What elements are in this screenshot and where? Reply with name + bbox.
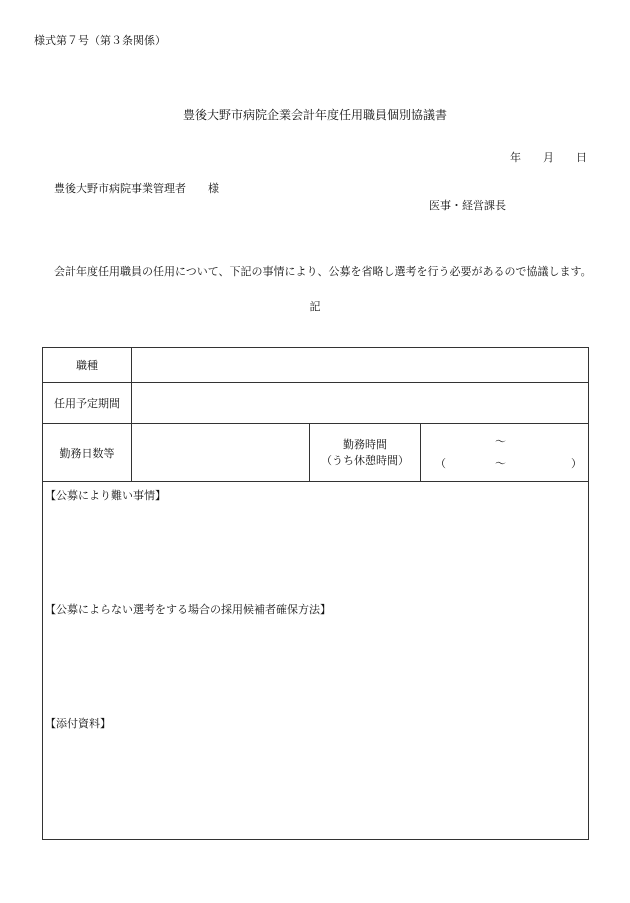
form-number: 様式第７号（第３条関係） — [34, 34, 166, 47]
body-text: 会計年度任用職員の任用について、下記の事情により、公募を省略し選考を行う必要があるので協議します。 — [54, 265, 592, 278]
section-heading-difficulty: 【公募により難い事情】 — [45, 489, 166, 502]
work-hours-label-line2: （うち休憩時間） — [321, 453, 409, 467]
ki-marker: 記 — [309, 300, 321, 313]
work-hours-field[interactable] — [421, 424, 589, 482]
work-hours-label-line1: 勤務時間 — [343, 437, 387, 451]
break-tilde: ～ — [495, 457, 506, 470]
period-field[interactable] — [132, 383, 589, 424]
period-label: 任用予定期間 — [43, 383, 132, 424]
sender: 医事・経営課長 — [429, 199, 506, 212]
break-paren-open: （ — [435, 457, 446, 470]
row-work — [43, 424, 589, 482]
work-hours-label — [310, 424, 421, 482]
job-type-field[interactable] — [132, 348, 589, 383]
section-heading-attachments: 【添付資料】 — [45, 717, 111, 730]
document-title: 豊後大野市病院企業会計年度任用職員個別協議書 — [182, 108, 447, 122]
consultation-form-table — [42, 347, 589, 840]
break-paren-close: ） — [571, 457, 582, 470]
addressee-name: 豊後大野市病院事業管理者 — [54, 182, 186, 195]
work-days-label: 勤務日数等 — [43, 424, 132, 482]
date-year: 年 — [510, 151, 521, 164]
section-heading-selection-method: 【公募によらない選考をする場合の採用候補者確保方法】 — [45, 603, 331, 616]
work-hours-tilde: ～ — [495, 435, 506, 448]
job-type-label: 職種 — [43, 348, 132, 383]
row-job-type — [43, 348, 589, 383]
work-days-field[interactable] — [132, 424, 310, 482]
addressee — [54, 183, 219, 194]
date-day: 日 — [576, 151, 587, 164]
addressee-honorific: 様 — [208, 182, 219, 195]
row-period — [43, 383, 589, 424]
date-line — [510, 152, 587, 163]
date-month: 月 — [543, 151, 554, 164]
row-details — [43, 482, 589, 840]
details-area[interactable] — [43, 482, 589, 840]
